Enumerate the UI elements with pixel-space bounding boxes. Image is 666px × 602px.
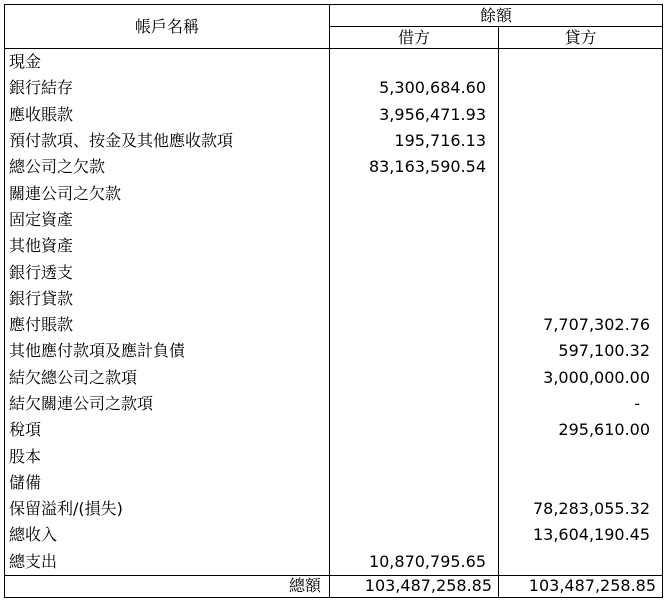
total-debit: 103,487,258.85 <box>330 575 499 597</box>
account-name-cell: 保留溢利/(損失) <box>5 496 330 522</box>
table-row <box>5 259 663 285</box>
debit-cell: 10,870,795.65 <box>330 549 499 576</box>
account-name-cell: 應付賬款 <box>5 312 330 338</box>
debit-cell <box>330 207 499 233</box>
debit-cell <box>330 233 499 259</box>
debit-cell <box>330 522 499 548</box>
total-row <box>5 575 663 597</box>
debit-cell <box>330 338 499 364</box>
account-name-cell: 銀行透支 <box>5 259 330 285</box>
credit-cell <box>499 259 663 285</box>
table-row <box>5 496 663 522</box>
trial-balance <box>4 4 663 598</box>
credit-cell <box>499 549 663 576</box>
table-row <box>5 102 663 128</box>
table-row <box>5 417 663 443</box>
debit-cell <box>330 417 499 443</box>
credit-cell <box>499 75 663 101</box>
credit-cell <box>499 233 663 259</box>
table-row <box>5 549 663 576</box>
debit-cell: 195,716.13 <box>330 128 499 154</box>
table-row <box>5 207 663 233</box>
table-row <box>5 49 663 76</box>
debit-cell <box>330 391 499 417</box>
total-label: 總額 <box>5 575 330 597</box>
credit-cell <box>499 443 663 469</box>
table-row <box>5 233 663 259</box>
account-name-cell: 總公司之欠款 <box>5 154 330 180</box>
account-name-cell: 總支出 <box>5 549 330 576</box>
credit-cell: 78,283,055.32 <box>499 496 663 522</box>
debit-cell <box>330 470 499 496</box>
debit-cell <box>330 286 499 312</box>
debit-cell <box>330 312 499 338</box>
account-name-cell: 應收賬款 <box>5 102 330 128</box>
table-row <box>5 312 663 338</box>
credit-cell: 3,000,000.00 <box>499 365 663 391</box>
trial-balance-table <box>4 4 663 598</box>
credit-cell <box>499 207 663 233</box>
header-balance: 餘額 <box>330 5 663 27</box>
account-name-cell: 關連公司之欠款 <box>5 180 330 206</box>
account-name-cell: 儲備 <box>5 470 330 496</box>
account-name-cell: 其他應付款項及應計負債 <box>5 338 330 364</box>
account-name-cell: 結欠關連公司之款項 <box>5 391 330 417</box>
header-account-name: 帳戶名稱 <box>5 5 330 49</box>
table-header <box>5 5 663 49</box>
table-row <box>5 286 663 312</box>
credit-cell: 597,100.32 <box>499 338 663 364</box>
credit-cell <box>499 180 663 206</box>
account-name-cell: 其他資產 <box>5 233 330 259</box>
debit-cell <box>330 180 499 206</box>
table-row <box>5 75 663 101</box>
credit-cell: 295,610.00 <box>499 417 663 443</box>
debit-cell <box>330 496 499 522</box>
account-name-cell: 總收入 <box>5 522 330 548</box>
table-row <box>5 470 663 496</box>
credit-cell: 7,707,302.76 <box>499 312 663 338</box>
debit-cell <box>330 443 499 469</box>
account-name-cell: 銀行結存 <box>5 75 330 101</box>
debit-cell <box>330 259 499 285</box>
table-body <box>5 49 663 576</box>
debit-cell: 3,956,471.93 <box>330 102 499 128</box>
table-row <box>5 128 663 154</box>
credit-cell <box>499 154 663 180</box>
credit-cell <box>499 49 663 76</box>
debit-cell: 5,300,684.60 <box>330 75 499 101</box>
account-name-cell: 現金 <box>5 49 330 76</box>
credit-cell <box>499 470 663 496</box>
table-row <box>5 522 663 548</box>
header-debit: 借方 <box>330 27 499 49</box>
table-row <box>5 154 663 180</box>
credit-cell <box>499 286 663 312</box>
table-row <box>5 180 663 206</box>
account-name-cell: 稅項 <box>5 417 330 443</box>
table-row <box>5 443 663 469</box>
account-name-cell: 結欠總公司之款項 <box>5 365 330 391</box>
debit-cell <box>330 365 499 391</box>
account-name-cell: 銀行貸款 <box>5 286 330 312</box>
credit-cell <box>499 102 663 128</box>
credit-cell: - <box>499 391 663 417</box>
table-row <box>5 365 663 391</box>
header-credit: 貸方 <box>499 27 663 49</box>
account-name-cell: 預付款項、按金及其他應收款項 <box>5 128 330 154</box>
credit-cell <box>499 128 663 154</box>
account-name-cell: 固定資產 <box>5 207 330 233</box>
account-name-cell: 股本 <box>5 443 330 469</box>
table-footer <box>5 575 663 597</box>
credit-cell: 13,604,190.45 <box>499 522 663 548</box>
total-credit: 103,487,258.85 <box>499 575 663 597</box>
debit-cell <box>330 49 499 76</box>
table-row <box>5 338 663 364</box>
table-row <box>5 391 663 417</box>
debit-cell: 83,163,590.54 <box>330 154 499 180</box>
